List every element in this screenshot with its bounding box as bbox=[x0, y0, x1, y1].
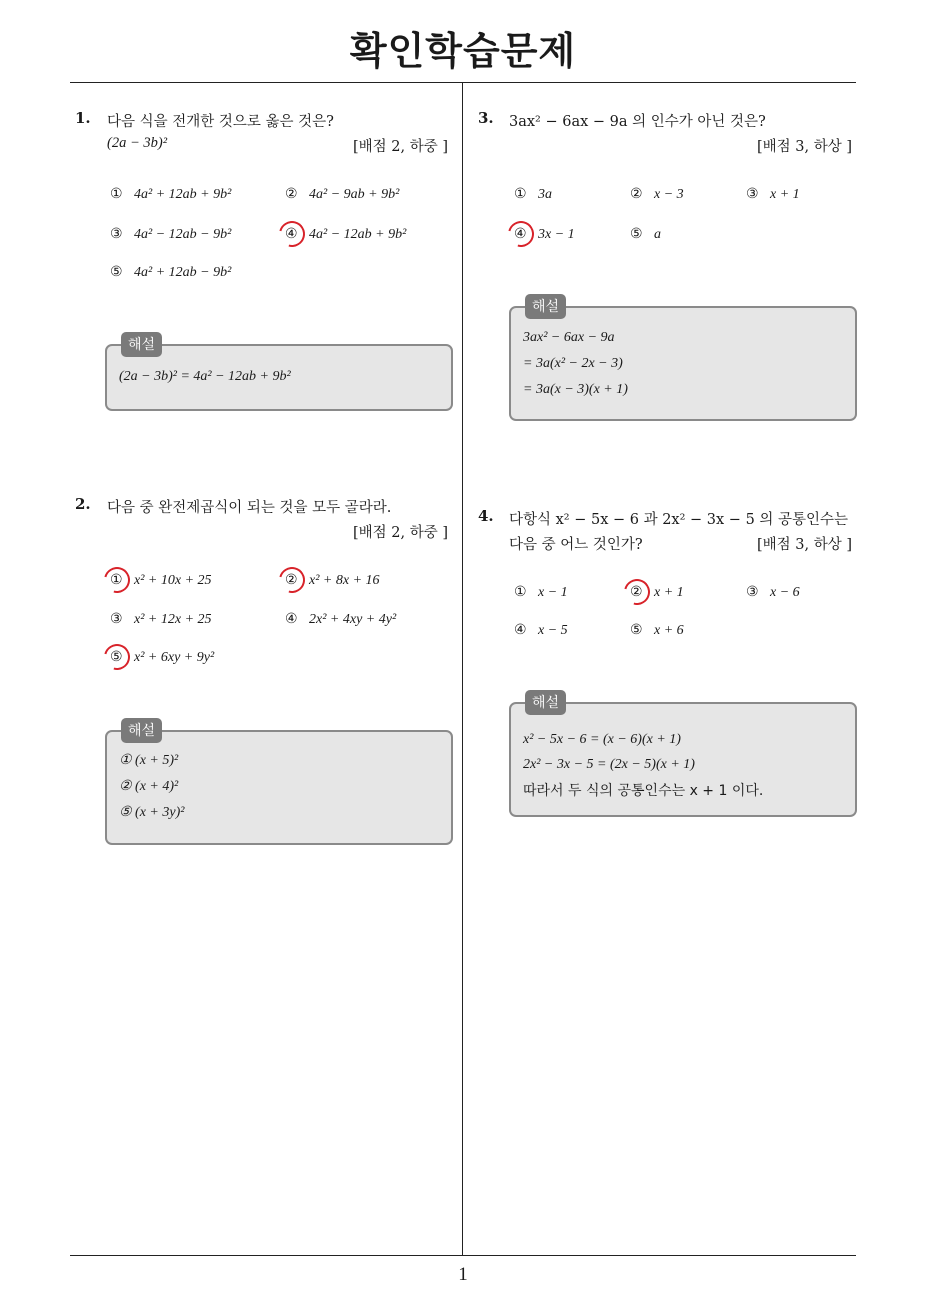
solution-tag: 해설 bbox=[121, 332, 162, 357]
solution-box bbox=[509, 695, 857, 817]
choice-1[interactable]: ① x − 1 bbox=[514, 584, 568, 600]
solution-line: 따라서 두 식의 공통인수는 x + 1 이다. bbox=[523, 783, 764, 799]
choice-5[interactable]: ⑤ x + 6 bbox=[630, 622, 684, 638]
choice-2[interactable]: ② 4a² − 9ab + 9b² bbox=[285, 186, 400, 202]
choice-4[interactable]: ④ 2x² + 4xy + 4y² bbox=[285, 611, 397, 627]
solution-line: = 3a(x − 3)(x + 1) bbox=[523, 382, 628, 397]
solution-tag: 해설 bbox=[121, 718, 162, 743]
answer-circle-mark bbox=[99, 562, 135, 598]
question-expression: (2a − 3b)² bbox=[107, 135, 168, 151]
score-meta: [배점 3, 하상 ] bbox=[756, 139, 852, 155]
answer-circle-mark bbox=[99, 639, 135, 675]
page-number: 1 bbox=[458, 1264, 468, 1285]
question-number: 4. bbox=[478, 507, 494, 525]
choice-3[interactable]: ③ x − 6 bbox=[746, 584, 800, 600]
solution-line: (2a − 3b)² = 4a² − 12ab + 9b² bbox=[119, 369, 291, 384]
bottom-rule bbox=[70, 1255, 856, 1256]
solution-box bbox=[509, 299, 857, 421]
choice-5[interactable]: ⑤ 4a² + 12ab − 9b² bbox=[110, 264, 232, 280]
choice-2[interactable]: ② x + 1 bbox=[630, 584, 684, 600]
score-meta: [배점 2, 하중 ] bbox=[352, 525, 448, 541]
solution-line: ① (x + 5)² bbox=[119, 753, 179, 768]
choice-2[interactable]: ② x − 3 bbox=[630, 186, 684, 202]
answer-circle-mark bbox=[274, 562, 310, 598]
choice-2[interactable]: ② x² + 8x + 16 bbox=[285, 572, 380, 588]
question-text-continued: 다음 중 어느 것인가? bbox=[509, 537, 643, 553]
choice-1[interactable]: ① 4a² + 12ab + 9b² bbox=[110, 186, 232, 202]
question-text: 3ax² − 6ax − 9a 의 인수가 아닌 것은? bbox=[509, 114, 766, 130]
solution-box bbox=[105, 337, 453, 411]
choice-1[interactable]: ① 3a bbox=[514, 186, 552, 202]
choice-1[interactable]: ① x² + 10x + 25 bbox=[110, 572, 212, 588]
choice-5[interactable]: ⑤ a bbox=[630, 226, 661, 242]
solution-line: ⑤ (x + 3y)² bbox=[119, 805, 185, 820]
choice-5[interactable]: ⑤ x² + 6xy + 9y² bbox=[110, 649, 215, 665]
solution-line: = 3a(x² − 2x − 3) bbox=[523, 356, 623, 371]
page-title: 확인학습문제 bbox=[349, 29, 577, 73]
solution-line: ② (x + 4)² bbox=[119, 779, 179, 794]
solution-tag: 해설 bbox=[525, 690, 566, 715]
question-text: 다음 식을 전개한 것으로 옳은 것은? bbox=[107, 114, 334, 130]
choice-3[interactable]: ③ 4a² − 12ab − 9b² bbox=[110, 226, 232, 242]
solution-tag: 해설 bbox=[525, 294, 566, 319]
choice-3[interactable]: ③ x² + 12x + 25 bbox=[110, 611, 212, 627]
choice-4[interactable]: ④ 3x − 1 bbox=[514, 226, 575, 242]
solution-line: 3ax² − 6ax − 9a bbox=[523, 330, 615, 345]
question-number: 1. bbox=[75, 109, 91, 127]
question-number: 3. bbox=[478, 109, 494, 127]
column-divider bbox=[462, 83, 463, 1255]
score-meta: [배점 2, 하중 ] bbox=[352, 139, 448, 155]
choice-4[interactable]: ④ 4a² − 12ab + 9b² bbox=[285, 226, 407, 242]
solution-box bbox=[105, 723, 453, 845]
answer-circle-mark bbox=[619, 574, 655, 610]
top-rule bbox=[70, 82, 856, 83]
choice-3[interactable]: ③ x + 1 bbox=[746, 186, 800, 202]
answer-circle-mark bbox=[274, 216, 310, 252]
answer-circle-mark bbox=[503, 216, 539, 252]
score-meta: [배점 3, 하상 ] bbox=[756, 537, 852, 553]
solution-line: x² − 5x − 6 = (x − 6)(x + 1) bbox=[523, 732, 681, 747]
question-number: 2. bbox=[75, 495, 91, 513]
solution-line: 2x² − 3x − 5 = (2x − 5)(x + 1) bbox=[523, 757, 695, 772]
question-text: 다음 중 완전제곱식이 되는 것을 모두 골라라. bbox=[107, 500, 392, 516]
choice-4[interactable]: ④ x − 5 bbox=[514, 622, 568, 638]
question-text: 다항식 x² − 5x − 6 과 2x² − 3x − 5 의 공통인수는 bbox=[509, 512, 849, 528]
